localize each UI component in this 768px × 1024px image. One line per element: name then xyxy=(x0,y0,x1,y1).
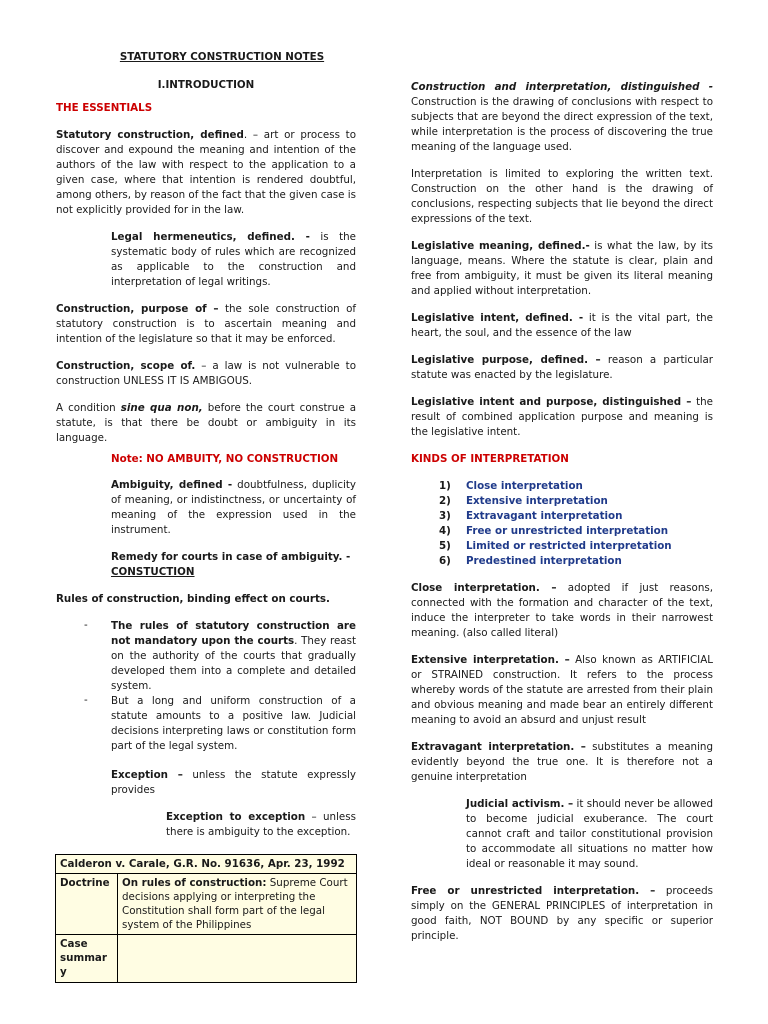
construction-scope: Construction, scope of. – a law is not vulnerable to construction UNLESS IT IS AMBIGOUS. xyxy=(56,360,356,387)
kinds-list xyxy=(439,479,713,569)
list-item: 1) Close interpretation xyxy=(439,480,583,492)
section-heading: I.INTRODUCTION xyxy=(157,79,255,91)
legislative-purpose: Legislative purpose, defined. – reason a particular statute was enacted by the legislature. xyxy=(411,354,714,381)
doctrine-text: On rules of construction: Supreme Court decisions applying or interpreting the Constitution shall form part of the legal system of the Philippines xyxy=(118,874,357,935)
extravagant-interpretation: Extravagant interpretation. – substitutes a meaning evidently beyond the true one. It is therefore not a genuine interpretation xyxy=(411,741,713,783)
bullet-uniform-construction: - But a long and uniform construction of a statute amounts to a positive law. Judicial decisions interpreting laws or constitution form part of the legal system. xyxy=(84,694,356,752)
exception: Exception – unless the statute expressly provides xyxy=(111,769,356,796)
case-summary-text xyxy=(118,935,357,983)
bullet-rules-not-mandatory: - The rules of statutory construction are not mandatory upon the courts. They reast on the authority of the courts that gradually developed them into a complete and detailed system. xyxy=(84,619,356,692)
right-column xyxy=(411,80,713,944)
statutory-construction-definition: Statutory construction, defined. – art or process to discover and expound the meaning and intention of the authors of the law with respect to the application to a given case, where that intention is rendered doubtful, among others, by reason of the fact that the given case is not explicitly provided for in the law. xyxy=(56,129,356,216)
legislative-intent: Legislative intent, defined. - it is the vital part, the heart, the soul, and the essence of the law xyxy=(411,312,713,339)
list-item: 4) Free or unrestricted interpretation xyxy=(439,525,669,537)
legal-hermeneutics-definition: Legal hermeneutics, defined. - is the systematic body of rules which are recognized as applicable to the construction and interpretation of legal writings. xyxy=(111,231,356,288)
kinds-heading: KINDS OF INTERPRETATION xyxy=(411,453,569,465)
note-no-ambiguity: Note: NO AMBUITY, NO CONSTRUCTION xyxy=(111,453,339,465)
judicial-activism: Judicial activism. – it should never be allowed to become judicial exuberance. The court cannot craft and tailor constitutional provision to accommodate all situations no matter how ideal or reasonable it may sound. xyxy=(466,798,713,870)
exception-to-exception: Exception to exception – unless there is ambiguity to the exception. xyxy=(166,811,356,838)
document-title: STATUTORY CONSTRUCTION NOTES xyxy=(119,51,325,63)
essentials-heading: THE ESSENTIALS xyxy=(56,102,153,114)
list-item: 5) Limited or restricted interpretation xyxy=(439,540,672,552)
legislative-meaning: Legislative meaning, defined.- is what the law, by its language, means. Where the statute is clear, plain and free from ambiguity, it must be given its literal meaning and applied without interpretation. xyxy=(411,240,713,297)
remedy-heading: Remedy for courts in case of ambiguity. - xyxy=(111,551,351,563)
case-title: Calderon v. Carale, G.R. No. 91636, Apr. 23, 1992 xyxy=(56,855,357,874)
case-summary-label: Case summar y xyxy=(56,935,118,983)
ambiguity-definition: Ambiguity, defined - doubtfulness, duplicity of meaning, or indistinctness, or uncertainty of meaning of the expression used in the instrument. xyxy=(111,479,356,536)
remedy-answer: CONSTUCTION xyxy=(111,566,195,578)
interpretation-limited: Interpretation is limited to exploring the written text. Construction on the other hand is the drawing of conclusions, respecting subjects that lie beyond the direct expressions of the text. xyxy=(411,168,713,225)
list-item: 2) Extensive interpretation xyxy=(439,495,608,507)
rules-heading: Rules of construction, binding effect on courts. xyxy=(56,593,330,605)
left-column xyxy=(56,50,356,983)
intent-purpose-distinguished: Legislative intent and purpose, distinguished – the result of combined application purpose and meaning is the legislative intent. xyxy=(411,396,714,438)
case-table xyxy=(55,854,357,983)
list-item: 6) Predestined interpretation xyxy=(439,555,622,567)
construction-interpretation-distinguished: Construction and interpretation, distinguished - Construction is the drawing of conclusions with respect to subjects that are beyond the direct expression of the text, while interpretation is the process of discovering the true meaning of the language used. xyxy=(411,81,713,153)
construction-purpose: Construction, purpose of – the sole construction of statutory construction is to ascertain meaning and intention of the legislature so that it may be enforced. xyxy=(56,303,356,345)
close-interpretation: Close interpretation. – adopted if just reasons, connected with the formation and character of the text, induce the interpreter to take words in their narrowest meaning. (also called literal) xyxy=(411,582,713,639)
list-item: 3) Extravagant interpretation xyxy=(439,510,623,522)
free-interpretation: Free or unrestricted interpretation. – proceeds simply on the GENERAL PRINCIPLES of interpretation in good faith, NOT BOUND by any specific or superior principle. xyxy=(411,885,713,942)
extensive-interpretation: Extensive interpretation. – Also known as ARTIFICIAL or STRAINED construction. It refers to the process whereby words of the statute are arrested from their plain and obvious meaning and made bear an entirely different meaning to avoid an absurd and unjust result xyxy=(411,654,713,726)
sine-qua-non: A condition sine qua non, before the court construe a statute, is that there be doubt or ambiguity in its language. xyxy=(56,402,356,444)
doctrine-label: Doctrine xyxy=(56,874,118,935)
